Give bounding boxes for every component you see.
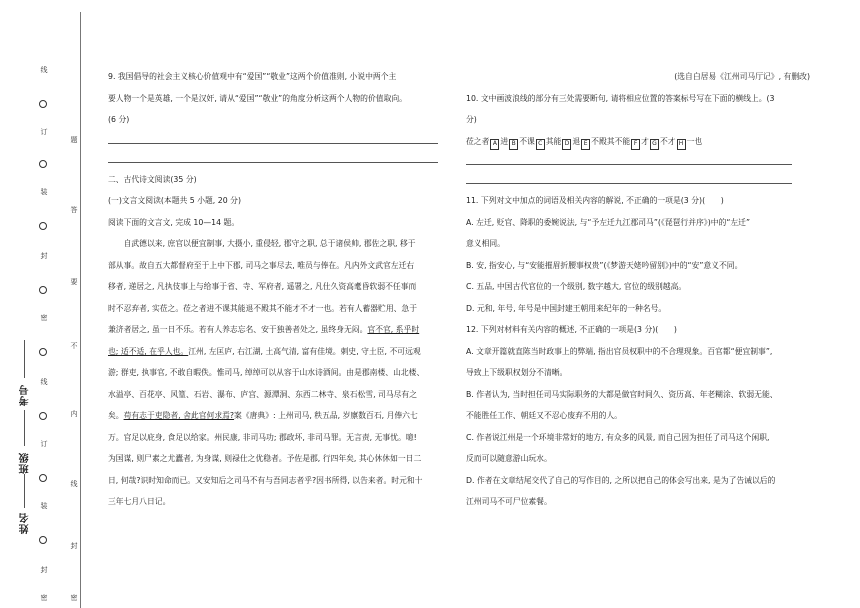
seal-mark: 题: [70, 136, 78, 144]
question-12-text: 12. 下列对材料有关内容的概述, 不正确的一项是(3 分)( ): [466, 325, 677, 334]
option-c: C. 五品, 中国古代官位的一个级别, 数字越大, 官位的级别越高。: [466, 282, 687, 291]
seal-mark: 不: [70, 342, 78, 350]
sequence-text: 不才: [659, 136, 676, 146]
seal-mark: 封: [40, 566, 48, 574]
seal-mark: 装: [40, 502, 48, 510]
question-10-score: 分): [466, 115, 477, 124]
sequence-text: 进: [500, 136, 509, 146]
seal-mark: 密: [40, 594, 48, 602]
seal-mark: 答: [70, 206, 78, 214]
seal-mark: 封: [40, 252, 48, 260]
passage-line: 为国谋, 则尸素之尤蠹者, 为身谋, 则禄仕之优稳者。予佐是郡, 行四年矣, 其心休休如一日二: [108, 454, 422, 463]
passage-line: 万。官足以庇身, 食足以给家。州民康, 非司马功; 郡政坏, 非司马罪。无言责, 无事忧。噫!: [108, 432, 417, 442]
passage-text: 案《唐典》: 上州司马, 秩五品, 岁廪数百石, 月俸六七: [234, 411, 418, 420]
question-9-score: (6 分): [108, 115, 130, 124]
seal-mark: 要: [70, 278, 78, 286]
passage-line: [108, 341, 438, 363]
passage-line: [108, 405, 438, 427]
sequence-text: 其能: [545, 136, 562, 146]
sequence-text: 退: [572, 136, 581, 146]
punctuation-sequence: [466, 131, 810, 153]
seal-circle: [39, 286, 47, 294]
option-b: B. 作者认为, 当时担任司马实际职务的大都是做官时间久、资历高、年老糊涂、软弱无能、: [466, 389, 778, 399]
seal-mark: 装: [40, 188, 48, 196]
seal-mark: 密: [40, 314, 48, 322]
passage-source: (选自白居易《江州司马厅记》, 有删改): [674, 72, 810, 81]
seal-circle: [39, 100, 47, 108]
answer-line[interactable]: [466, 152, 792, 165]
binding-line: [80, 12, 81, 608]
passage-line: 部从事。故自五大都督府至于上中下郡, 司马之事尽去, 唯员与俸在。凡内外文武官左迁右: [108, 260, 415, 270]
passage-line: 自武德以来, 庶官以便宜制事, 大摄小, 重侵轻, 郡守之职, 总于诸侯帅, 郡佐之职, 移于: [123, 239, 416, 248]
reading-instruction: 阅读下面的文言文, 完成 10—14 题。: [108, 217, 240, 227]
break-box-f: F: [631, 139, 640, 150]
binding-marks-outer: [38, 66, 50, 606]
underlined-sentence: 苟有志于吏隐者, 舍此官何求焉?: [123, 411, 235, 420]
option-b: B. 安, 指安心, 与“安能摧眉折腰事权贵”(《梦游天姥吟留别》)中的“安”意义不同。: [466, 260, 743, 270]
answer-line[interactable]: [466, 171, 792, 184]
subsection-heading: (一)文言文阅读(本题共 5 小题, 20 分): [108, 196, 242, 205]
option-c-cont: 反而可以随意游山玩水。: [466, 454, 552, 463]
sequence-text: 才: [641, 136, 649, 146]
option-a: A. 左迁, 贬官、降职的委婉说法, 与“予左迁九江郡司马”(《琵琶行并序》)中的“左迁”: [466, 217, 751, 227]
seal-mark: 封: [70, 542, 78, 550]
name-label: 姓名: [20, 512, 31, 534]
seal-mark: 线: [40, 66, 48, 74]
seal-mark: 密: [70, 594, 78, 602]
question-9-text: 要人物一个是英雄, 一个是汉奸, 请从“爱国”“敬业”的角度分析这两个人物的价值取向。: [108, 93, 407, 103]
break-box-c: C: [536, 139, 545, 150]
sequence-text: 不殿其不能: [591, 136, 631, 146]
seal-circle: [39, 474, 47, 482]
passage-line: 移者, 递居之, 凡执伎事上与给事于省、寺、军府者, 遥署之, 凡仕久资高耄昏软弱不任事而: [108, 282, 417, 291]
passage-line: 游; 群吏, 执事官, 不敢自暇佚。惟司马, 绰绰可以从容于山水诗酒间。由是郡南楼、山北楼、: [108, 368, 425, 377]
break-box-d: D: [562, 139, 571, 150]
option-c: C. 作者说江州是一个环境非常好的地方, 有众多的风景, 而自己因为担任了司马这个闲职,: [466, 432, 770, 442]
seal-circle: [39, 160, 47, 168]
seal-circle: [39, 348, 47, 356]
sequence-text: 一也: [686, 136, 703, 146]
passage-line: 日, 何哉?识时知命而已。又安知后之司马不有与吾同志者乎?因书所得, 以告来者。时元和十: [108, 475, 423, 485]
question-9-text: 9. 我国倡导的社会主义核心价值观中有“爱国”“敬业”这两个价值准则, 小说中两个主: [108, 72, 397, 81]
option-a: A. 文章开篇就直陈当时政事上的弊端, 指出官员权职中的不合理现象。百官都“便宜制事”,: [466, 346, 773, 356]
break-box-a: A: [490, 139, 499, 150]
answer-line[interactable]: [108, 150, 438, 163]
option-a-cont: 意义相同。: [466, 239, 505, 248]
passage-text: 江州, 左匡庐, 右江湖, 土高气清, 富有佳境。刺史, 守土臣, 不可远观: [188, 346, 421, 356]
seal-mark: 内: [70, 410, 78, 418]
break-box-e: E: [581, 139, 590, 150]
binding-marks-inner: [68, 66, 80, 606]
sequence-text: 不课: [519, 136, 535, 146]
class-label: 班级: [20, 452, 31, 474]
passage-text: 矣。: [108, 411, 124, 420]
break-box-b: B: [509, 139, 518, 150]
binding-margin: [0, 0, 100, 608]
seal-mark: 线: [40, 378, 48, 386]
question-11-text: 11. 下列对文中加点的词语及相关内容的解说, 不正确的一项是(3 分)( ): [466, 196, 724, 205]
passage-text: 兼济者居之, 虽一日不乐。若有人养志忘名、安于独善者处之, 虽终身无闷。: [108, 325, 368, 334]
passage-line: 水溢亭、百花亭、风篁、石岩、瀑布、庐宫、源潭洞、东西二林寺、泉石松雪, 司马尽有之: [108, 389, 418, 399]
underlined-sentence: 官不官, 系乎时: [367, 325, 420, 334]
underlined-sentence: 也; 适不适, 在乎人也。: [108, 346, 189, 356]
seal-mark: 订: [40, 128, 48, 136]
right-column: [466, 66, 810, 513]
seal-circle: [39, 412, 47, 420]
exam-number-blank: [24, 340, 25, 378]
option-d-cont: 江州司马不可尸位素餐。: [466, 497, 552, 506]
name-blank: [24, 474, 25, 508]
answer-line[interactable]: [108, 131, 438, 144]
option-d: D. 元和, 年号, 年号是中国封建王朝用来纪年的一种名号。: [466, 303, 667, 313]
passage-line: [108, 319, 438, 341]
left-column: [108, 66, 438, 513]
seal-circle: [39, 222, 47, 230]
seal-mark: 线: [70, 480, 78, 488]
break-box-h: H: [677, 139, 686, 150]
seal-circle: [39, 536, 47, 544]
passage-line: 时不忍弃者, 实莅之。莅之者进不课其能退不殿其不能才不才一也。若有人蓄器贮用、急于: [108, 303, 418, 313]
question-10-text: 10. 文中画波浪线的部分有三处需要断句, 请将相应位置的答案标号写在下面的横线上。(3: [466, 93, 775, 103]
break-box-g: G: [650, 139, 659, 150]
option-a-cont: 导致上下级职权划分不清晰。: [466, 368, 568, 377]
exam-number-label: 考号: [20, 384, 31, 406]
sequence-text: 莅之者: [466, 136, 490, 146]
option-b-cont: 不能胜任工作、朝廷又不忍心废弃不用的人。: [466, 411, 622, 420]
section-heading: 二、古代诗文阅读(35 分): [108, 174, 197, 184]
seal-mark: 订: [40, 440, 48, 448]
option-d: D. 作者在文章结尾交代了自己的写作目的, 之所以把自己的体会写出来, 是为了告诫以后的: [466, 475, 776, 485]
passage-line: 三年七月八日记。: [108, 497, 171, 506]
class-blank: [24, 410, 25, 446]
